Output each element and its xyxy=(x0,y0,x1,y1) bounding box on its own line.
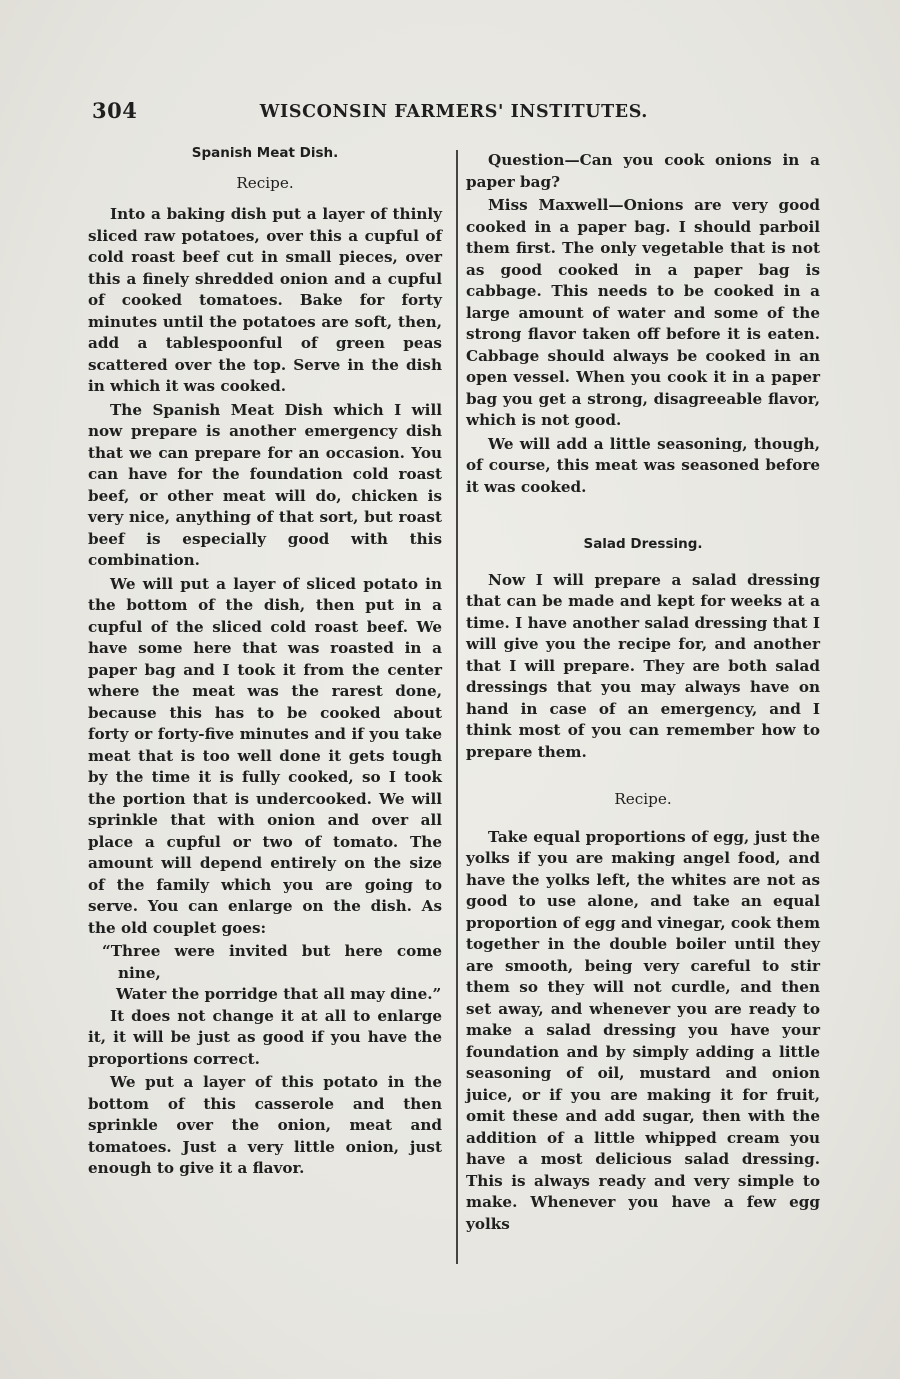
paragraph: Question—Can you cook onions in a paper bag? xyxy=(466,151,820,191)
paragraph: It does not change it at all to enlarge it, it will be just as good if you have the proportions correct. xyxy=(88,1006,442,1068)
spacer xyxy=(466,765,820,789)
paragraph: We will add a little seasoning, though, of course, this meat was seasoned before it was cooked. xyxy=(466,434,820,496)
paragraph: We will put a layer of sliced potato in the bottom of the dish, then put in a cupful of the sliced cold roast beef. We have some here that was roasted in a paper bag and I took it from the center where the meat was the rarest done, because this has to be cooked about forty or forty-five minutes and if you take meat that is too well done it gets tough by the time it is fully cooked, so I took the portion that is undercooked. We will sprinkle that with onion and over all place a cupful or two of tomato. The amount will depend entirely on the size of the family which you are going to serve. You can enlarge on the dish. As the old couplet goes: xyxy=(88,574,442,937)
section-title-salad-dressing: Salad Dressing. xyxy=(583,536,703,552)
spacer xyxy=(466,500,820,534)
recipe-label: Recipe. xyxy=(614,790,672,808)
column-divider xyxy=(456,150,458,1264)
paragraph: Now I will prepare a salad dressing that can be made and kept for weeks at a time. I have another salad dressing that I will give you the recipe for, and another that I will prepare. They are both salad dressings that you may always have on hand in case of an emergency, and I think most of you can remember how to prepare them. xyxy=(466,570,820,761)
paragraph: Take equal proportions of egg, just the yolks if you are making angel food, and have the yolks left, the whites are not as good to use alone, and take an equal proportion of egg and vinegar, cook them together in the double boiler until they are smooth, being very careful to stir them so they will not curdle, and then set away, and whenever you are ready to make a salad dressing you have your foundation and by simply adding a little seasoning of oil, mustard and onion juice, or if you are making it for fruit, omit these and add sugar, then with the addition of a little whipped cream you have a most delicious salad dressing. This is always ready and very simple to make. Whenever you have a few egg yolks xyxy=(466,827,821,1233)
right-column xyxy=(466,150,820,1237)
left-column xyxy=(88,143,442,1182)
paragraph: The Spanish Meat Dish which I will now prepare is another emergency dish that we can prepare for an occasion. You can have for the foundation cold roast beef, or other meat will do, chicken is very nice, anything of that sort, but roast beef is especially good with this combination. xyxy=(88,400,442,569)
running-title: WISCONSIN FARMERS' INSTITUTES. xyxy=(259,102,648,122)
paragraph: We put a layer of this potato in the bottom of this casserole and then sprinkle over the onion, meat and tomatoes. Just a very little onion, just enough to give it a flavor. xyxy=(88,1073,442,1177)
page-header xyxy=(92,98,648,128)
page-number: 304 xyxy=(92,98,138,123)
recipe-label: Recipe. xyxy=(236,173,294,192)
verse-line: “Three were invited but here come nine, xyxy=(102,942,442,982)
verse-line: Water the porridge that all may dine.” xyxy=(116,985,442,1003)
paragraph: Into a baking dish put a layer of thinly sliced raw potatoes, over this a cupful of cold roast beef cut in small pieces, over this a finely shredded onion and a cupful of cooked tomatoes. Bake for forty minutes until the potatoes are soft, then, add a tablespoonful of green peas scattered over the top. Serve in the dish in which it was cooked. xyxy=(88,205,442,395)
section-title-spanish-meat-dish: Spanish Meat Dish. xyxy=(191,145,339,161)
paragraph: Miss Maxwell—Onions are very good cooked in a paper bag. I should parboil them first. The only vegetable that is not as good cooked in a paper bag is cabbage. This needs to be cooked in a large amount of water and some of the strong flavor taken off before it is eaten. Cabbage should always be cooked in an open vessel. When you cook it in a paper bag you get a strong, disagreeable flavor, which is not good. xyxy=(466,196,820,429)
